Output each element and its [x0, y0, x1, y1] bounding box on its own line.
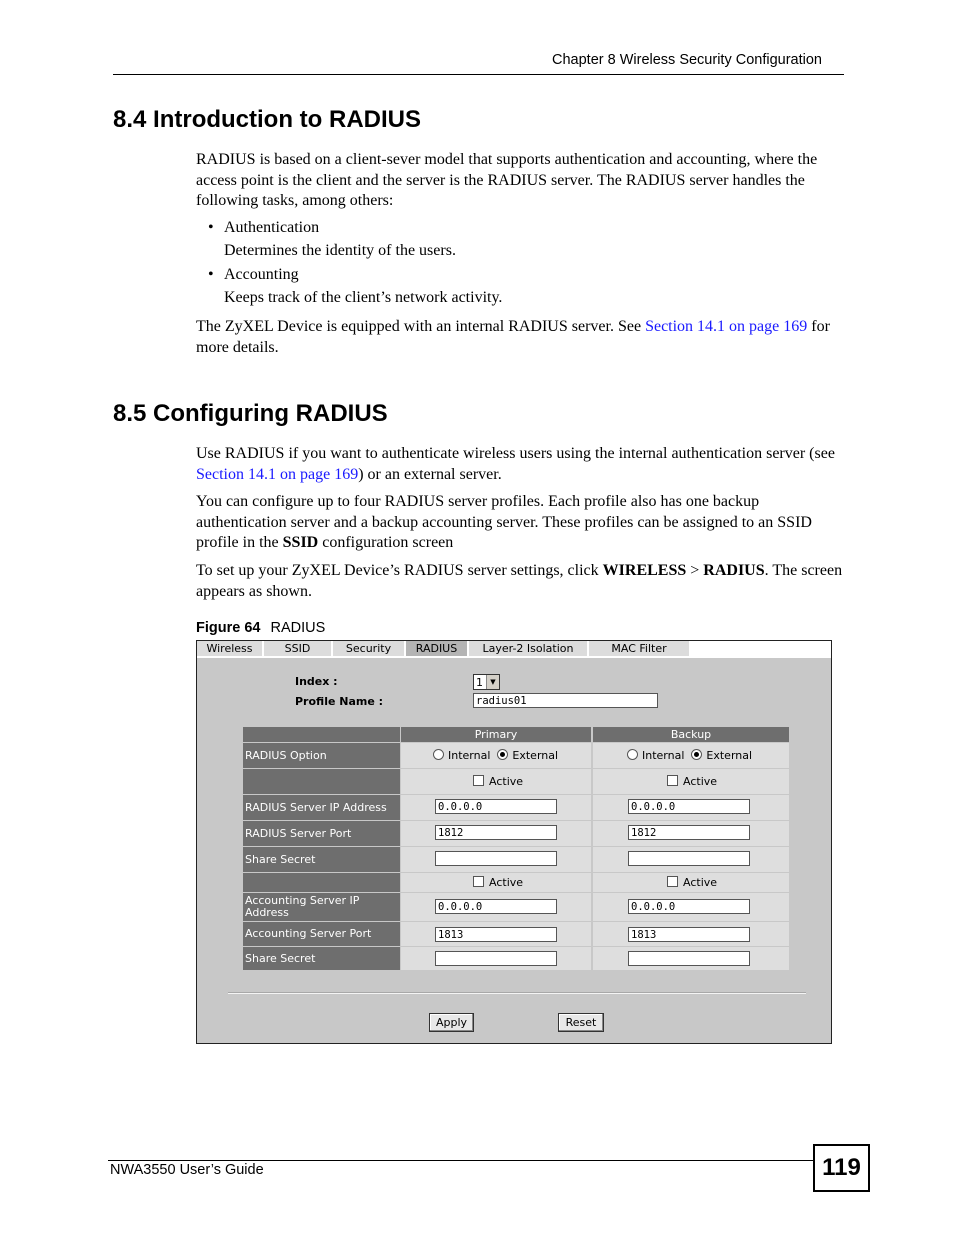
backup-server-ip-input[interactable]: 0.0.0.0 [628, 799, 750, 814]
bullet-dot: • [208, 219, 214, 236]
col-backup-header: Backup [593, 727, 789, 742]
footer-rule [108, 1160, 813, 1161]
index-value: 1 [476, 676, 483, 689]
row-label-server-ip: RADIUS Server IP Address [243, 795, 400, 820]
row-label-share-secret: Share Secret [243, 847, 400, 872]
section-8-4-para1: RADIUS is based on a client-sever model that supports authentication and accounting, where the access point is the client and the server is the RADIUS server. The RADIUS server handles the following tasks, among others: [196, 151, 818, 209]
figure-caption [196, 620, 325, 636]
primary-accounting-secret-input[interactable] [435, 951, 557, 966]
row-label-accounting-port: Accounting Server Port [243, 922, 400, 946]
tab-security[interactable]: Security [333, 641, 406, 656]
bold-ssid: SSID [282, 534, 319, 551]
tab-layer2-isolation[interactable]: Layer-2 Isolation [469, 641, 589, 656]
backup-accounting-port-input[interactable]: 1813 [628, 927, 750, 942]
row-label-radius-option: RADIUS Option [243, 743, 400, 768]
backup-server-port-input[interactable]: 1812 [628, 825, 750, 840]
index-select[interactable] [473, 674, 500, 690]
primary-active [401, 769, 591, 794]
apply-button[interactable]: Apply [429, 1013, 474, 1032]
chapter-header: Chapter 8 Wireless Security Configuration [552, 52, 822, 68]
bold-wireless: WIRELESS [602, 562, 687, 579]
backup-radius-option [593, 743, 789, 768]
section-title-8-5: 8.5 Configuring RADIUS [113, 400, 388, 427]
tab-mac-filter[interactable]: MAC Filter [589, 641, 691, 656]
row-label-accounting-share-secret: Share Secret [243, 947, 400, 970]
backup-share-secret-input[interactable] [628, 851, 750, 866]
section-8-4-para2 [196, 317, 846, 358]
col-primary-header: Primary [401, 727, 591, 742]
bullet-dot: • [208, 266, 214, 283]
section-8-5-para2 [196, 492, 846, 554]
para-text: You can configure up to four RADIUS server profiles. Each profile also has one backup authentication server and a backup accounting server. These profiles can be assigned to an SSID profile in the [196, 493, 812, 551]
tab-bar [197, 641, 831, 658]
para-text: ) or an external server. [358, 465, 502, 483]
external-label: External [512, 749, 559, 762]
row-label-blank [243, 769, 400, 794]
backup-external-radio[interactable] [691, 749, 702, 760]
para-text: To set up your ZyXEL Device’s RADIUS server settings, click [196, 562, 603, 579]
profile-name-label: Profile Name : [295, 695, 384, 708]
active-label: Active [683, 775, 718, 788]
backup-accounting-secret-input[interactable] [628, 951, 750, 966]
chevron-down-icon[interactable]: ▼ [486, 675, 499, 689]
primary-share-secret-input[interactable] [435, 851, 557, 866]
bold-radius: RADIUS [703, 562, 765, 579]
active-label: Active [489, 876, 524, 889]
page-number: 119 [813, 1144, 870, 1192]
radius-config-screen [196, 640, 832, 1044]
figure-title: RADIUS [270, 620, 326, 636]
primary-internal-radio[interactable] [433, 749, 444, 760]
primary-active-checkbox[interactable] [473, 775, 484, 786]
index-label: Index : [295, 675, 338, 688]
active-label: Active [683, 876, 718, 889]
guide-title: NWA3550 User’s Guide [110, 1162, 264, 1178]
section-14-1-link[interactable]: Section 14.1 on page 169 [196, 465, 359, 483]
primary-server-port-input[interactable]: 1812 [435, 825, 557, 840]
active-label: Active [489, 775, 524, 788]
section-8-5-para1 [196, 444, 846, 485]
bullet-label-accounting: Accounting [224, 266, 299, 283]
para-text: The ZyXEL Device is equipped with an internal RADIUS server. See [196, 318, 646, 335]
section-14-1-link[interactable]: Section 14.1 on page 169 [645, 318, 808, 335]
para-text: . The screen appears as shown. [196, 562, 843, 600]
bullet-desc-authentication: Determines the identity of the users. [224, 242, 456, 259]
primary-accounting-port-input[interactable]: 1813 [435, 927, 557, 942]
row-label-accounting-ip: Accounting Server IP Address [243, 893, 400, 921]
primary-acct-active-checkbox[interactable] [473, 876, 484, 887]
backup-accounting-ip-input[interactable]: 0.0.0.0 [628, 899, 750, 914]
external-label: External [706, 749, 753, 762]
bullet-label-authentication: Authentication [224, 219, 320, 236]
primary-server-ip-input[interactable]: 0.0.0.0 [435, 799, 557, 814]
backup-acct-active-checkbox[interactable] [667, 876, 678, 887]
backup-active [593, 769, 789, 794]
reset-button[interactable]: Reset [558, 1013, 604, 1032]
divider [228, 992, 806, 994]
row-label-blank [243, 873, 400, 892]
header-rule [113, 74, 844, 75]
section-8-5-para3 [196, 561, 846, 602]
bullet-desc-accounting: Keeps track of the client’s network activity. [224, 289, 503, 306]
para-text: configuration screen [318, 534, 454, 551]
table-header-blank [243, 727, 400, 742]
figure-label: Figure 64 [196, 620, 261, 636]
tab-wireless[interactable]: Wireless [197, 641, 264, 656]
para-text: Use RADIUS if you want to authenticate wireless users using the internal authentication server (see [196, 445, 835, 462]
backup-internal-radio[interactable] [627, 749, 638, 760]
primary-accounting-ip-input[interactable]: 0.0.0.0 [435, 899, 557, 914]
row-label-server-port: RADIUS Server Port [243, 821, 400, 846]
para-text: for more details. [196, 318, 830, 356]
section-title-8-4: 8.4 Introduction to RADIUS [113, 106, 421, 133]
backup-acct-active [593, 873, 789, 892]
tab-ssid[interactable]: SSID [264, 641, 333, 656]
internal-label: Internal [642, 749, 685, 762]
primary-external-radio[interactable] [497, 749, 508, 760]
backup-active-checkbox[interactable] [667, 775, 678, 786]
internal-label: Internal [448, 749, 491, 762]
primary-acct-active [401, 873, 591, 892]
primary-radius-option [401, 743, 591, 768]
para-text: > [686, 562, 704, 579]
tab-radius[interactable]: RADIUS [406, 641, 469, 656]
profile-name-input[interactable]: radius01 [473, 693, 658, 708]
